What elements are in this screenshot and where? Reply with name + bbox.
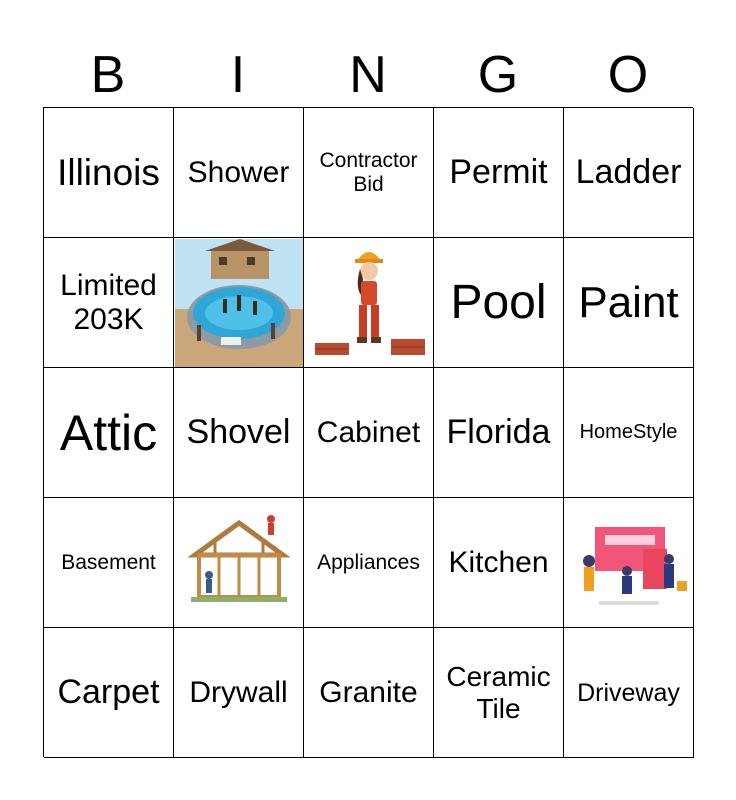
cell-label: Permit xyxy=(449,153,548,192)
bingo-cell-pool-construction-image[interactable] xyxy=(174,238,304,368)
female-contractor-image xyxy=(305,239,433,367)
cell-label: Paint xyxy=(578,277,679,327)
bingo-header xyxy=(43,44,693,106)
header-letter-i: I xyxy=(230,46,246,104)
bingo-cell-pool[interactable] xyxy=(434,238,564,368)
bingo-cell-ladder[interactable] xyxy=(564,108,694,238)
bingo-cell-kitchen[interactable] xyxy=(434,498,564,628)
bingo-cell-paint[interactable] xyxy=(564,238,694,368)
bingo-cell-renovation-workers-image[interactable] xyxy=(564,498,694,628)
header-letter-o: O xyxy=(607,46,649,104)
bingo-cell-carpet[interactable] xyxy=(44,628,174,758)
cell-label: Florida xyxy=(446,413,551,452)
bingo-cell-shower[interactable] xyxy=(174,108,304,238)
cell-label: Shovel xyxy=(186,413,291,452)
bingo-cell-house-framing-image[interactable] xyxy=(174,498,304,628)
header-letter-b: B xyxy=(90,46,126,104)
bingo-cell-shovel[interactable] xyxy=(174,368,304,498)
bingo-cell-granite[interactable] xyxy=(304,628,434,758)
cell-label: Pool xyxy=(450,275,547,329)
cell-label: HomeStyle xyxy=(579,421,678,444)
bingo-cell-limited-203k[interactable] xyxy=(44,238,174,368)
cell-label: Granite xyxy=(319,675,418,709)
bingo-cell-appliances[interactable] xyxy=(304,498,434,628)
cell-label: Ladder xyxy=(575,153,682,192)
header-letter-g: G xyxy=(477,46,519,104)
bingo-cell-contractor-bid[interactable] xyxy=(304,108,434,238)
renovation-workers-image xyxy=(565,499,693,627)
bingo-cell-ceramic-tile[interactable] xyxy=(434,628,564,758)
cell-label: Basement xyxy=(61,550,156,574)
header-letter-n: N xyxy=(349,46,387,104)
cell-label: Attic xyxy=(59,404,158,461)
pool-construction-image xyxy=(175,239,303,367)
bingo-cell-cabinet[interactable] xyxy=(304,368,434,498)
cell-label: Cabinet xyxy=(316,415,421,449)
bingo-cell-florida[interactable] xyxy=(434,368,564,498)
cell-label: Limited 203K xyxy=(60,268,157,336)
cell-label: Carpet xyxy=(57,673,160,712)
bingo-cell-driveway[interactable] xyxy=(564,628,694,758)
bingo-cell-basement[interactable] xyxy=(44,498,174,628)
cell-label: Drywall xyxy=(189,675,288,709)
cell-label: Illinois xyxy=(57,151,160,193)
cell-label: Ceramic Tile xyxy=(446,661,551,724)
bingo-cell-permit[interactable] xyxy=(434,108,564,238)
bingo-cell-female-contractor-image[interactable] xyxy=(304,238,434,368)
cell-label: Kitchen xyxy=(448,545,549,579)
cell-label: Driveway xyxy=(577,678,680,707)
house-framing-image xyxy=(175,499,303,627)
bingo-cell-drywall[interactable] xyxy=(174,628,304,758)
cell-label: Contractor Bid xyxy=(319,148,418,196)
cell-label: Appliances xyxy=(317,550,420,574)
bingo-cell-attic[interactable] xyxy=(44,368,174,498)
bingo-cell-illinois[interactable] xyxy=(44,108,174,238)
bingo-cell-homestyle[interactable] xyxy=(564,368,694,498)
bingo-board xyxy=(43,107,693,757)
cell-label: Shower xyxy=(187,155,290,189)
